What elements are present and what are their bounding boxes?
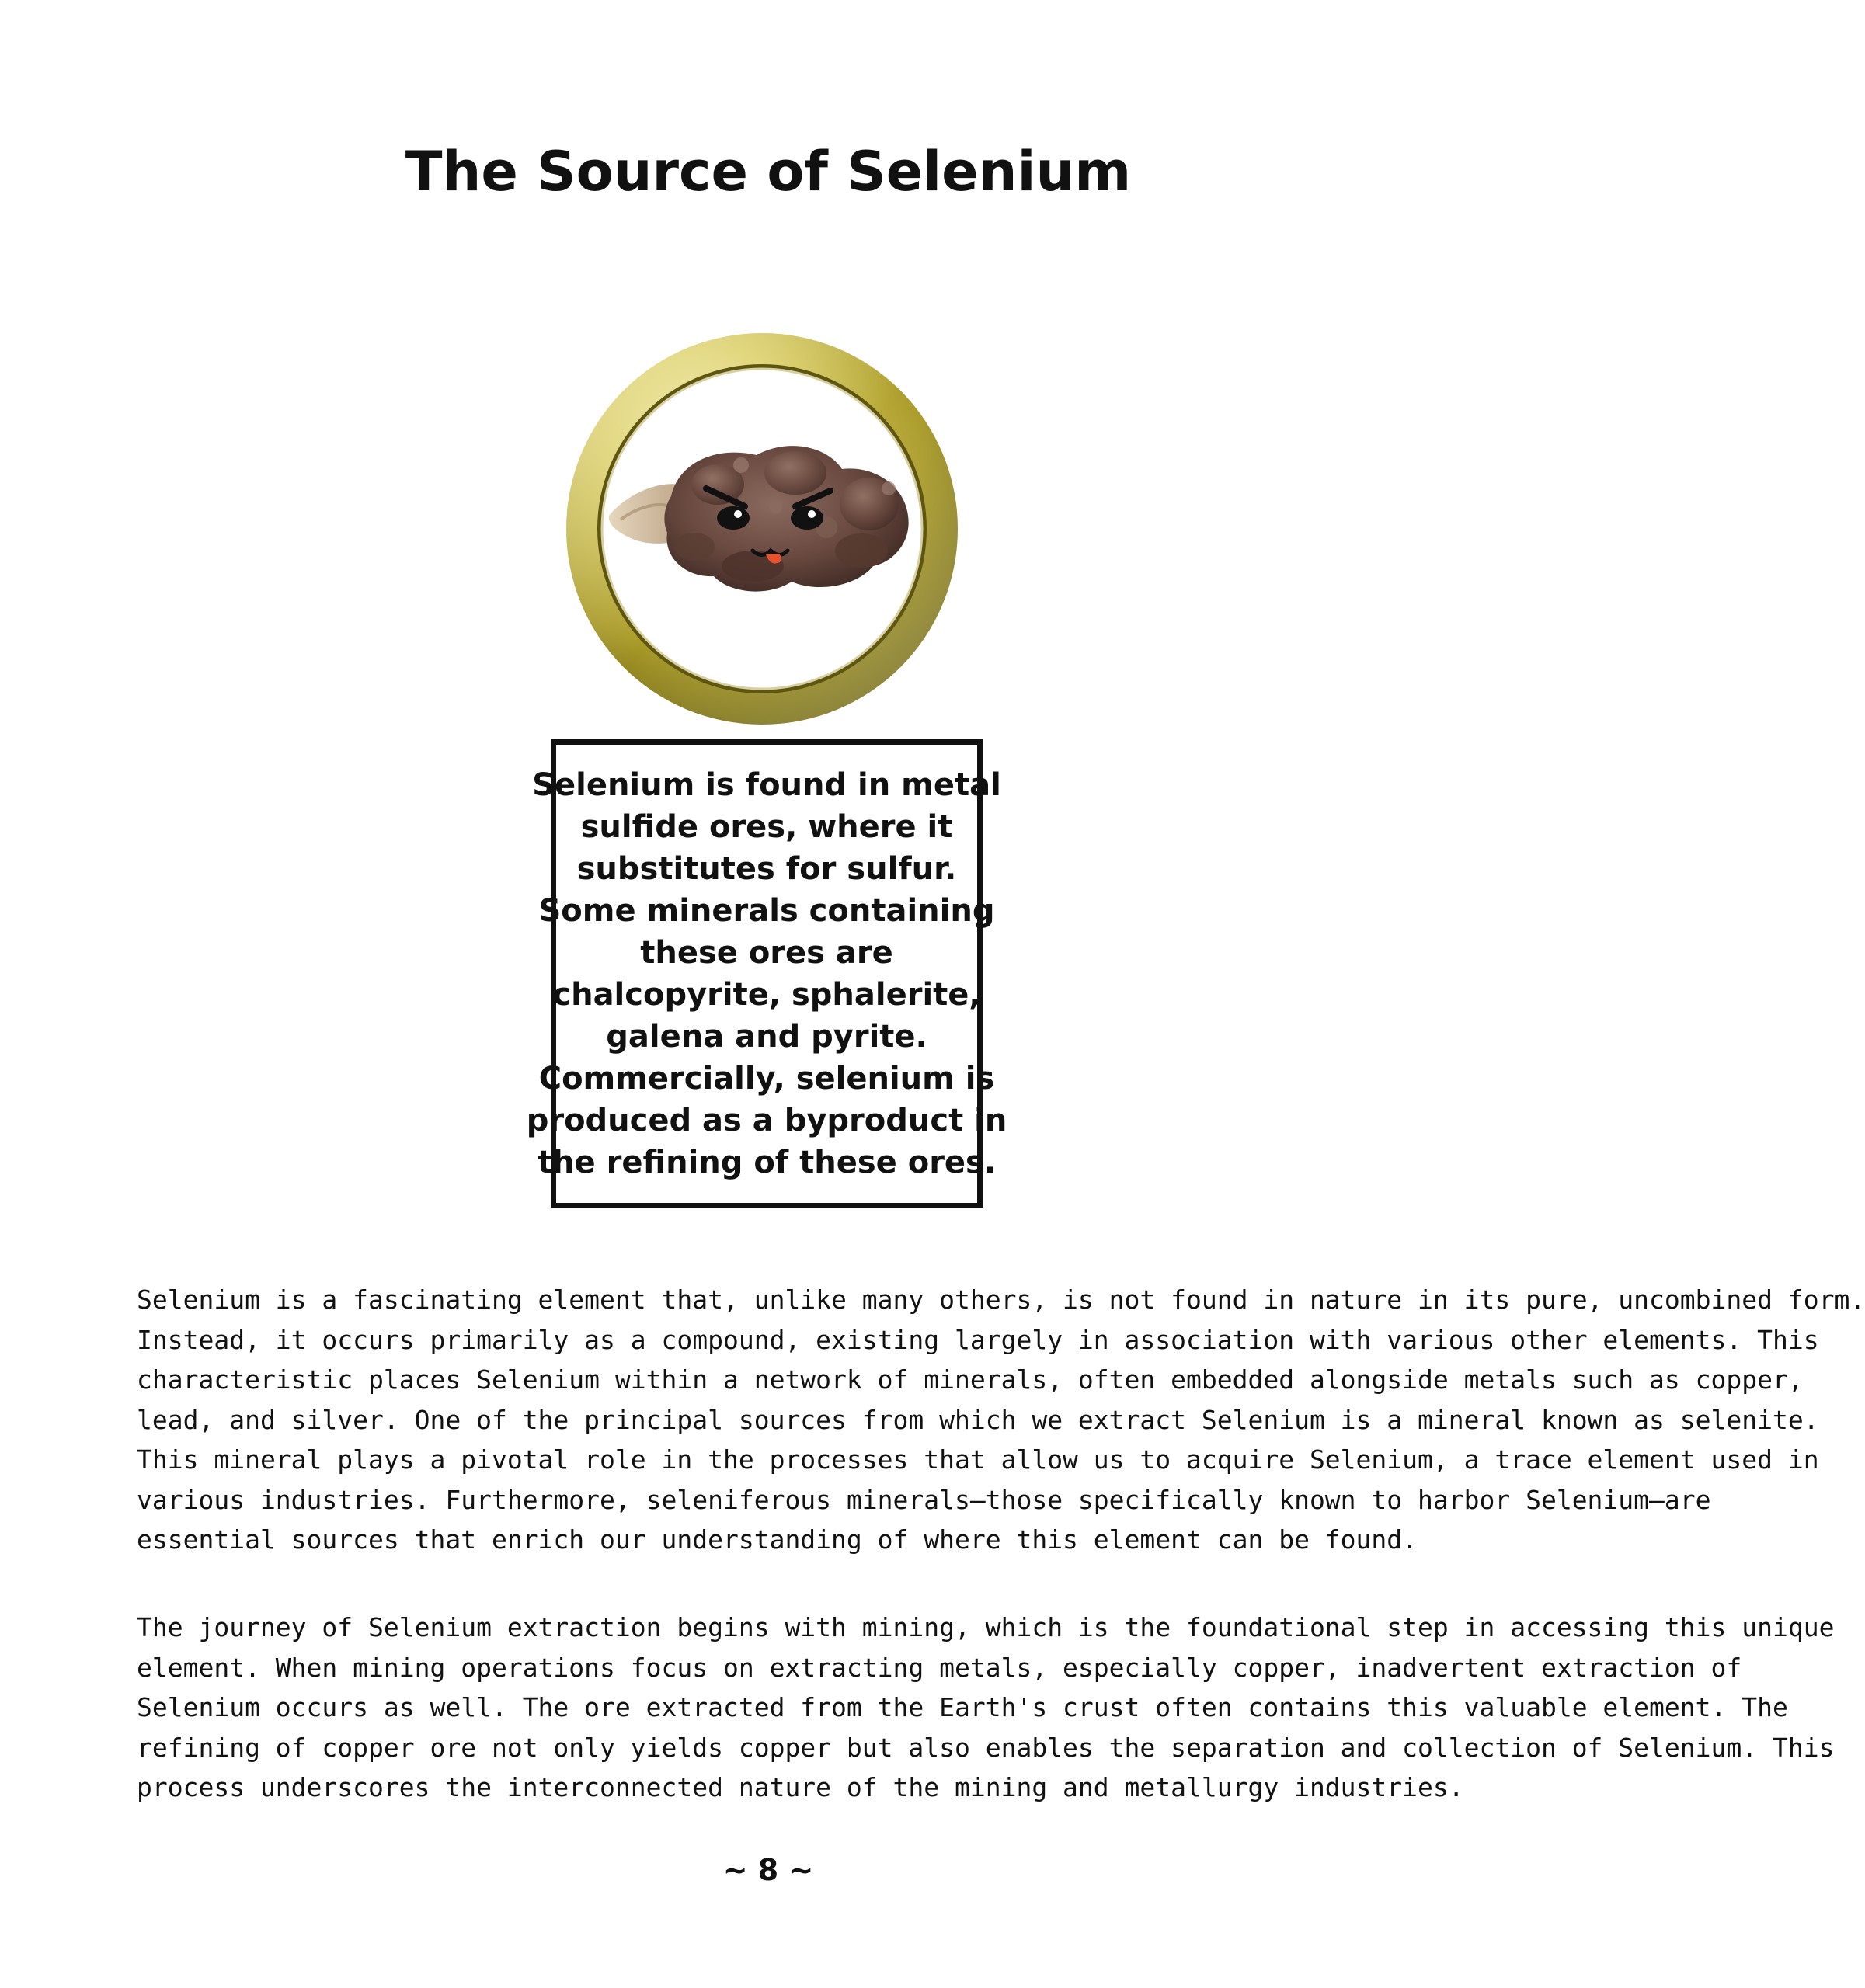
page-title: The Source of Selenium bbox=[405, 140, 1132, 203]
paragraph-line: process underscores the interconnected nature of the mining and metallurgy industries. bbox=[137, 1772, 1464, 1802]
info-line: Selenium is found in metal bbox=[532, 767, 1001, 803]
body-paragraph-1 bbox=[137, 1280, 1865, 1560]
info-line: sulfide ores, where it bbox=[580, 809, 953, 845]
paragraph-line: refining of copper ore not only yields copper but also enables the separation and collection of Selenium. This bbox=[137, 1732, 1835, 1763]
info-line: these ores are bbox=[640, 935, 893, 971]
info-line: produced as a byproduct in bbox=[526, 1103, 1007, 1138]
info-line: chalcopyrite, sphalerite, bbox=[552, 977, 981, 1013]
info-callout-text bbox=[527, 764, 1007, 1183]
info-line: the refining of these ores. bbox=[537, 1145, 997, 1180]
paragraph-line: characteristic places Selenium within a network of minerals, often embedded alongside metals such as copper, bbox=[137, 1364, 1804, 1395]
body-paragraph-2 bbox=[137, 1607, 1835, 1808]
info-line: substitutes for sulfur. bbox=[576, 851, 957, 887]
paragraph-line: Instead, it occurs primarily as a compound, existing largely in association with various other elements. This bbox=[137, 1324, 1819, 1355]
info-line: Some minerals containing bbox=[538, 893, 995, 929]
page-number: ~ 8 ~ bbox=[722, 1853, 814, 1887]
paragraph-line: Selenium is a fascinating element that, unlike many others, is not found in nature in its pure, uncombined form. bbox=[137, 1284, 1865, 1315]
paragraph-line: lead, and silver. One of the principal sources from which we extract Selenium is a mineral known as selenite. bbox=[137, 1404, 1819, 1435]
paragraph-line: Selenium occurs as well. The ore extracted from the Earth's crust often contains this valuable element. The bbox=[137, 1692, 1788, 1722]
paragraph-line: element. When mining operations focus on extracting metals, especially copper, inadvertent extraction of bbox=[137, 1652, 1742, 1683]
paragraph-line: various industries. Furthermore, seleniferous minerals—those specifically known to harbor Selenium—are bbox=[137, 1484, 1711, 1515]
paragraph-line: essential sources that enrich our understanding of where this element can be found. bbox=[137, 1524, 1418, 1555]
paragraph-line: This mineral plays a pivotal role in the processes that allow us to acquire Selenium, a trace element used in bbox=[137, 1444, 1819, 1475]
angry-cartoon-rock-icon bbox=[562, 329, 962, 728]
info-line: Commercially, selenium is bbox=[538, 1061, 995, 1097]
info-callout-box bbox=[526, 739, 1007, 1208]
info-line: galena and pyrite. bbox=[606, 1019, 927, 1055]
paragraph-line: The journey of Selenium extraction begins with mining, which is the foundational step in accessing this unique bbox=[137, 1612, 1835, 1642]
